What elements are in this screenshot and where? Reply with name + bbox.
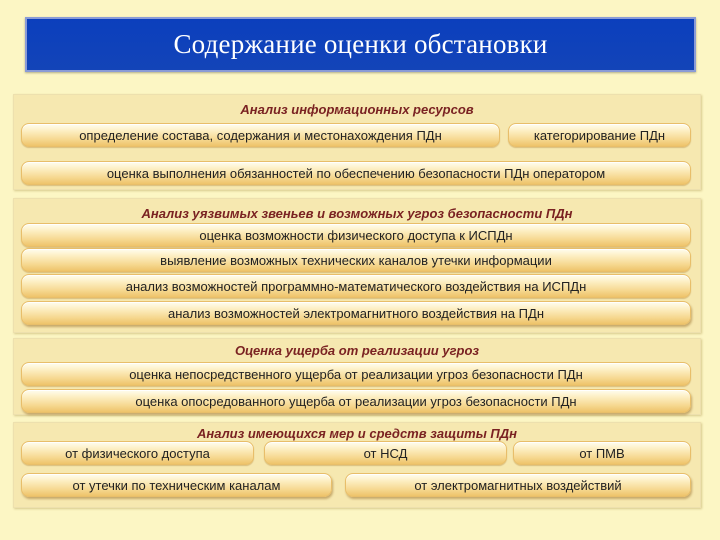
section-heading: Анализ уязвимых звеньев и возможных угроз безопасности ПДн (141, 206, 573, 221)
item-operator-obligations: оценка выполнения обязанностей по обеспечению безопасности ПДн оператором (21, 161, 691, 185)
item-electromagnetic-protection: от электромагнитных воздействий (345, 473, 691, 497)
item-physical-access-protection: от физического доступа (21, 441, 254, 465)
section-heading: Анализ информационных ресурсов (240, 102, 474, 117)
section-damage-assessment (13, 338, 701, 415)
item-pmv-protection: от ПМВ (513, 441, 691, 465)
title-bar (25, 17, 696, 72)
item-technical-leak-channels: выявление возможных технических каналов утечки информации (21, 248, 691, 272)
item-technical-channels-protection: от утечки по техническим каналам (21, 473, 332, 497)
item-nsd-protection: от НСД (264, 441, 507, 465)
item-composition-definition: определение состава, содержания и местонахождения ПДн (21, 123, 500, 147)
page-title: Содержание оценки обстановки (173, 29, 548, 59)
item-direct-damage: оценка непосредственного ущерба от реализации угроз безопасности ПДн (21, 362, 691, 386)
item-pdn-categorization: категорирование ПДн (508, 123, 691, 147)
item-electromagnetic-impact-analysis: анализ возможностей электромагнитного воздействия на ПДн (21, 301, 691, 325)
section-heading: Оценка ущерба от реализации угроз (234, 343, 480, 358)
section-information-resources (13, 94, 701, 190)
section-vulnerabilities-threats (13, 198, 701, 333)
section-protection-measures (13, 422, 701, 508)
item-indirect-damage: оценка опосредованного ущерба от реализации угроз безопасности ПДн (21, 389, 691, 413)
item-physical-access-assessment: оценка возможности физического доступа к ИСПДн (21, 223, 691, 247)
section-heading: Анализ имеющихся мер и средств защиты ПДн (196, 426, 518, 441)
item-software-impact-analysis: анализ возможностей программно-математического воздействия на ИСПДн (21, 274, 691, 298)
